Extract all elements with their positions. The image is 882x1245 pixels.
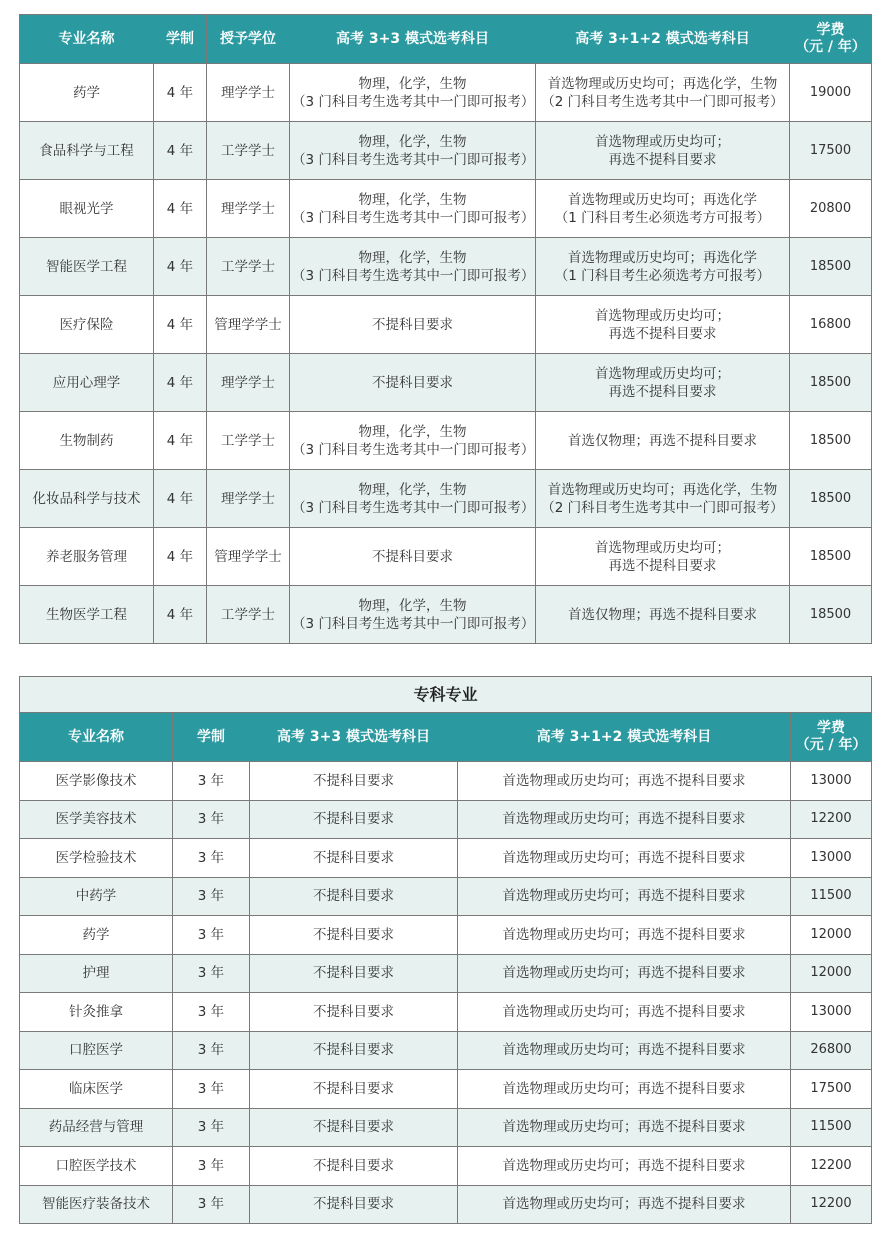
mode-33-subjects: [290, 470, 536, 528]
mode-312-subjects: 首选物理或历史均可；再选不提科目要求: [458, 877, 791, 916]
years: 3 年: [173, 1108, 250, 1147]
years: 3 年: [173, 1070, 250, 1109]
major-name: 口腔医学技术: [20, 1147, 173, 1186]
mode-312-subjects-line: （1 门科目考生必须选考方可报考）: [554, 267, 771, 284]
mode-312-subjects-line: （1 门科目考生必须选考方可报考）: [554, 209, 771, 226]
mode-33-subjects: 不提科目要求: [250, 916, 458, 955]
tuition: 11500: [791, 877, 872, 916]
mode-33-subjects: [290, 412, 536, 470]
years: 4 年: [154, 586, 207, 644]
tuition: 19000: [790, 64, 872, 122]
years: 4 年: [154, 354, 207, 412]
tuition: 26800: [791, 1031, 872, 1070]
mode-312-subjects-line: （2 门科目考生选考其中一门即可报考）: [541, 93, 784, 110]
mode-312-subjects: [536, 354, 790, 412]
header-major-name: 专业名称: [20, 713, 173, 762]
zhuanke-table-body: [20, 762, 872, 1224]
mode-33-subjects: 不提科目要求: [250, 1070, 458, 1109]
degree: 管理学学士: [207, 296, 290, 354]
mode-33-subjects-line: （3 门科目考生选考其中一门即可报考）: [292, 441, 535, 458]
header-degree: 授予学位: [207, 15, 290, 64]
major-name: 药品经营与管理: [20, 1108, 173, 1147]
years: 4 年: [154, 238, 207, 296]
years: 4 年: [154, 122, 207, 180]
mode-312-subjects-line: 首选物理或历史均可；: [595, 133, 730, 150]
mode-33-subjects-line: 不提科目要求: [372, 548, 453, 565]
major-name: 医学检验技术: [20, 839, 173, 878]
table-row: [20, 877, 872, 916]
mode-312-subjects-line: 首选物理或历史均可；再选化学，生物: [547, 75, 778, 92]
mode-312-subjects-line: 首选物理或历史均可；再选化学: [568, 191, 757, 208]
table-row: [20, 762, 872, 801]
mode-33-subjects: [290, 586, 536, 644]
mode-33-subjects: [290, 64, 536, 122]
mode-33-subjects: [290, 354, 536, 412]
table-row: [20, 916, 872, 955]
major-name: 应用心理学: [20, 354, 154, 412]
bachelor-majors-table: [19, 14, 872, 644]
mode-33-subjects: [290, 528, 536, 586]
degree: 工学学士: [207, 412, 290, 470]
major-name: 生物医学工程: [20, 586, 154, 644]
mode-33-subjects-line: 物理，化学，生物: [358, 75, 467, 92]
tuition: 12200: [791, 800, 872, 839]
tuition: 18500: [790, 238, 872, 296]
major-name: 临床医学: [20, 1070, 173, 1109]
mode-312-subjects: 首选物理或历史均可；再选不提科目要求: [458, 916, 791, 955]
mode-33-subjects-line: （3 门科目考生选考其中一门即可报考）: [292, 267, 535, 284]
mode-33-subjects: [290, 238, 536, 296]
major-name: 眼视光学: [20, 180, 154, 238]
years: 4 年: [154, 528, 207, 586]
mode-312-subjects-line: 首选物理或历史均可；: [595, 307, 730, 324]
years: 3 年: [173, 1185, 250, 1224]
major-name: 智能医疗装备技术: [20, 1185, 173, 1224]
major-name: 生物制药: [20, 412, 154, 470]
mode-33-subjects: [290, 180, 536, 238]
mode-33-subjects: [290, 122, 536, 180]
table-row: [20, 180, 872, 238]
tuition: 18500: [790, 354, 872, 412]
mode-312-subjects-line: 首选仅物理；再选不提科目要求: [568, 432, 757, 449]
degree: 工学学士: [207, 586, 290, 644]
mode-312-subjects-line: （2 门科目考生选考其中一门即可报考）: [541, 499, 784, 516]
mode-312-subjects: [536, 470, 790, 528]
mode-312-subjects-line: 再选不提科目要求: [608, 557, 717, 574]
header-tuition: [791, 713, 872, 762]
zhuanke-majors-table: [19, 676, 872, 1224]
tuition: 20800: [790, 180, 872, 238]
mode-33-subjects: [290, 296, 536, 354]
major-name: 针灸推拿: [20, 993, 173, 1032]
mode-312-subjects: 首选物理或历史均可；再选不提科目要求: [458, 1070, 791, 1109]
zhuanke-section-title: 专科专业: [20, 677, 872, 713]
header-tuition-unit: （元 / 年）: [795, 737, 867, 753]
table-row: [20, 470, 872, 528]
table-row: [20, 238, 872, 296]
mode-33-subjects: 不提科目要求: [250, 1185, 458, 1224]
years: 4 年: [154, 470, 207, 528]
mode-33-subjects: 不提科目要求: [250, 762, 458, 801]
major-name: 药学: [20, 916, 173, 955]
mode-312-subjects: 首选物理或历史均可；再选不提科目要求: [458, 1147, 791, 1186]
tuition: 11500: [791, 1108, 872, 1147]
zhuanke-title-row: [20, 677, 872, 713]
mode-312-subjects-line: 首选仅物理；再选不提科目要求: [568, 606, 757, 623]
zhuanke-header-row: [20, 713, 872, 762]
years: 3 年: [173, 916, 250, 955]
degree: 工学学士: [207, 122, 290, 180]
years: 4 年: [154, 64, 207, 122]
table-row: [20, 528, 872, 586]
years: 3 年: [173, 954, 250, 993]
mode-33-subjects-line: （3 门科目考生选考其中一门即可报考）: [292, 615, 535, 632]
tuition: 18500: [790, 470, 872, 528]
major-name: 智能医学工程: [20, 238, 154, 296]
degree: 理学学士: [207, 354, 290, 412]
header-mode-312: 高考 3+1+2 模式选考科目: [458, 713, 791, 762]
major-name: 化妆品科学与技术: [20, 470, 154, 528]
major-name: 医学美容技术: [20, 800, 173, 839]
major-name: 食品科学与工程: [20, 122, 154, 180]
mode-312-subjects-line: 再选不提科目要求: [608, 151, 717, 168]
mode-33-subjects-line: 物理，化学，生物: [358, 481, 467, 498]
header-years: 学制: [173, 713, 250, 762]
mode-33-subjects-line: 物理，化学，生物: [358, 191, 467, 208]
mode-312-subjects-line: 首选物理或历史均可；再选化学，生物: [547, 481, 778, 498]
header-tuition-unit: （元 / 年）: [795, 39, 866, 55]
table-row: [20, 1147, 872, 1186]
mode-33-subjects-line: （3 门科目考生选考其中一门即可报考）: [292, 93, 535, 110]
mode-312-subjects-line: 首选物理或历史均可；: [595, 365, 730, 382]
degree: 理学学士: [207, 470, 290, 528]
years: 3 年: [173, 1031, 250, 1070]
table-row: [20, 296, 872, 354]
mode-312-subjects: [536, 238, 790, 296]
tuition: 18500: [790, 586, 872, 644]
mode-312-subjects: 首选物理或历史均可；再选不提科目要求: [458, 1185, 791, 1224]
tuition: 13000: [791, 762, 872, 801]
mode-33-subjects-line: （3 门科目考生选考其中一门即可报考）: [292, 499, 535, 516]
mode-312-subjects: [536, 180, 790, 238]
years: 3 年: [173, 800, 250, 839]
tuition: 12200: [791, 1185, 872, 1224]
header-mode-33: 高考 3+3 模式选考科目: [290, 15, 536, 64]
table-row: [20, 954, 872, 993]
mode-312-subjects-line: 再选不提科目要求: [608, 325, 717, 342]
major-name: 口腔医学: [20, 1031, 173, 1070]
mode-312-subjects: 首选物理或历史均可；再选不提科目要求: [458, 993, 791, 1032]
mode-33-subjects: 不提科目要求: [250, 993, 458, 1032]
major-name: 医疗保险: [20, 296, 154, 354]
mode-33-subjects: 不提科目要求: [250, 839, 458, 878]
mode-312-subjects: 首选物理或历史均可；再选不提科目要求: [458, 800, 791, 839]
mode-33-subjects: 不提科目要求: [250, 877, 458, 916]
header-tuition: [790, 15, 872, 64]
mode-312-subjects: [536, 528, 790, 586]
mode-312-subjects: 首选物理或历史均可；再选不提科目要求: [458, 839, 791, 878]
mode-33-subjects: 不提科目要求: [250, 1031, 458, 1070]
mode-33-subjects-line: 不提科目要求: [372, 374, 453, 391]
degree: 理学学士: [207, 180, 290, 238]
mode-312-subjects-line: 再选不提科目要求: [608, 383, 717, 400]
years: 4 年: [154, 412, 207, 470]
table-row: [20, 1185, 872, 1224]
major-name: 药学: [20, 64, 154, 122]
table-row: [20, 1031, 872, 1070]
mode-33-subjects-line: 物理，化学，生物: [358, 133, 467, 150]
bachelor-header-row: [20, 15, 872, 64]
years: 3 年: [173, 877, 250, 916]
header-mode-33: 高考 3+3 模式选考科目: [250, 713, 458, 762]
years: 3 年: [173, 1147, 250, 1186]
years: 4 年: [154, 296, 207, 354]
table-row: [20, 1108, 872, 1147]
degree: 管理学学士: [207, 528, 290, 586]
tuition: 18500: [790, 528, 872, 586]
bachelor-table-body: [20, 64, 872, 644]
mode-312-subjects: 首选物理或历史均可；再选不提科目要求: [458, 954, 791, 993]
years: 3 年: [173, 993, 250, 1032]
mode-312-subjects-line: 首选物理或历史均可；再选化学: [568, 249, 757, 266]
table-row: [20, 412, 872, 470]
mode-312-subjects: [536, 412, 790, 470]
table-row: [20, 800, 872, 839]
mode-312-subjects: [536, 296, 790, 354]
mode-312-subjects: [536, 122, 790, 180]
header-major-name: 专业名称: [20, 15, 154, 64]
years: 4 年: [154, 180, 207, 238]
major-name: 中药学: [20, 877, 173, 916]
mode-33-subjects-line: 物理，化学，生物: [358, 423, 467, 440]
mode-33-subjects-line: （3 门科目考生选考其中一门即可报考）: [292, 151, 535, 168]
mode-33-subjects: 不提科目要求: [250, 1108, 458, 1147]
major-name: 护理: [20, 954, 173, 993]
mode-33-subjects: 不提科目要求: [250, 954, 458, 993]
tuition: 12200: [791, 1147, 872, 1186]
tuition: 16800: [790, 296, 872, 354]
header-years: 学制: [154, 15, 207, 64]
header-tuition-label: 学费: [817, 720, 846, 736]
mode-33-subjects: 不提科目要求: [250, 800, 458, 839]
table-row: [20, 839, 872, 878]
tuition: 13000: [791, 993, 872, 1032]
major-name: 养老服务管理: [20, 528, 154, 586]
degree: 工学学士: [207, 238, 290, 296]
header-mode-312: 高考 3+1+2 模式选考科目: [536, 15, 790, 64]
mode-312-subjects: [536, 586, 790, 644]
mode-312-subjects: 首选物理或历史均可；再选不提科目要求: [458, 1108, 791, 1147]
table-row: [20, 354, 872, 412]
tuition: 17500: [791, 1070, 872, 1109]
table-row: [20, 64, 872, 122]
tuition: 12000: [791, 916, 872, 955]
tuition: 18500: [790, 412, 872, 470]
table-row: [20, 1070, 872, 1109]
table-row: [20, 993, 872, 1032]
tuition: 12000: [791, 954, 872, 993]
mode-33-subjects-line: 不提科目要求: [372, 316, 453, 333]
mode-33-subjects: 不提科目要求: [250, 1147, 458, 1186]
table-row: [20, 586, 872, 644]
mode-312-subjects: 首选物理或历史均可；再选不提科目要求: [458, 762, 791, 801]
table-row: [20, 122, 872, 180]
mode-312-subjects: 首选物理或历史均可；再选不提科目要求: [458, 1031, 791, 1070]
degree: 理学学士: [207, 64, 290, 122]
tuition: 13000: [791, 839, 872, 878]
major-name: 医学影像技术: [20, 762, 173, 801]
header-tuition-label: 学费: [816, 22, 845, 38]
mode-312-subjects: [536, 64, 790, 122]
mode-312-subjects-line: 首选物理或历史均可；: [595, 539, 730, 556]
mode-33-subjects-line: （3 门科目考生选考其中一门即可报考）: [292, 209, 535, 226]
mode-33-subjects-line: 物理，化学，生物: [358, 597, 467, 614]
tuition: 17500: [790, 122, 872, 180]
mode-33-subjects-line: 物理，化学，生物: [358, 249, 467, 266]
years: 3 年: [173, 762, 250, 801]
years: 3 年: [173, 839, 250, 878]
